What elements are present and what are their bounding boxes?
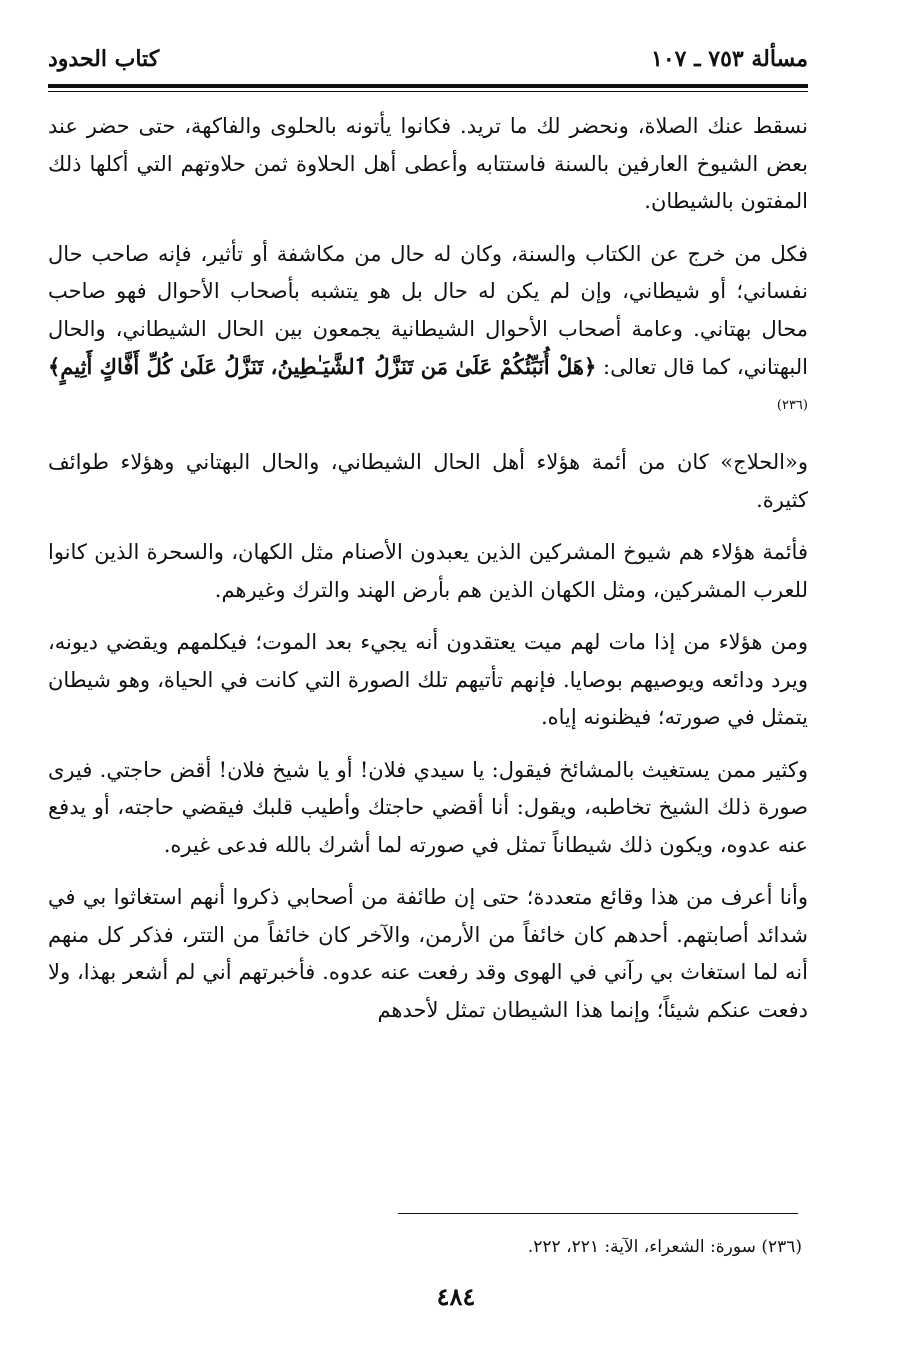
- paragraph-4: فأئمة هؤلاء هم شيوخ المشركين الذين يعبدون الأصنام مثل الكهان، والسحرة الذين كانوا للعرب المشركين، ومثل الكهان الذين هم بأرض الهند والترك وغيرهم.: [48, 540, 808, 602]
- paragraph-1: نسقط عنك الصلاة، ونحضر لك ما تريد. فكانوا يأتونه بالحلوى والفاكهة، حتى حضر عند بعض الشيوخ العارفين بالسنة فاستتابه وأعطى أهل الحلاوة ثمن حلاوتهم التي أكلها ذلك المفتون بالشيطان.: [48, 114, 808, 213]
- footnote-marker: (٢٣٦): [776, 397, 808, 413]
- header-rule-thick: [48, 84, 808, 88]
- paragraph-7: وأنا أعرف من هذا وقائع متعددة؛ حتى إن طائفة من أصحابي ذكروا أنهم استغاثوا بي في شدائد أصابتهم. أحدهم كان خائفاً من الأرمن، والآخر كان خائفاً من التتر، فذكر كل منهم أنه لما استغاث بي رآني في الهوى وقد رفعت عنه عدوه. فأخبرتهم أني لم أشعر بهذا، ولا دفعت عنكم شيئاً؛ وإنما هذا الشيطان تمثل لأحدهم: [48, 885, 808, 1022]
- book-title-heading: كتاب الحدود: [48, 46, 160, 72]
- footnote: (٢٣٦) سورة: الشعراء، الآية: ٢٢١، ٢٢٢.: [527, 1237, 802, 1257]
- page-number: ٤٨٤: [436, 1282, 476, 1311]
- header-rule-thin: [48, 91, 808, 92]
- paragraph-6: وكثير ممن يستغيث بالمشائخ فيقول: يا سيدي فلان! أو يا شيخ فلان! أقض حاجتي. فيرى صورة ذلك الشيخ تخاطبه، ويقول: أنا أقضي حاجتك وأطيب قلبك فيقضي حاجته، أو يدفع عنه عدوه، ويكون ذلك شيطاناً تمثل في صورته لما أشرك بالله فدعى غيره.: [48, 757, 808, 857]
- running-header: [48, 46, 808, 82]
- paragraph-5: ومن هؤلاء من إذا مات لهم ميت يعتقدون أنه يجيء بعد الموت؛ فيكلمهم ويقضي ديونه، ويرد ودائعه ويوصيهم بوصايا. فإنهم تأتيهم تلك الصورة التي كانت في الحياة، وهو شيطان يتمثل في صورته؛ فيظنونه إياه.: [48, 630, 808, 729]
- paragraph-2-text: فكل من خرج عن الكتاب والسنة، وكان له حال من مكاشفة أو تأثير، فإنه صاحب حال نفساني؛ أو شيطاني، وإن لم يكن له حال بل هو يتشبه بأصحاب الأحوال فهو صاحب محال بهتاني. وعامة أصحاب الأحوال الشيطانية يجمعون بين الحال الشيطاني، والحال البهتاني، كما قال تعالى:: [48, 241, 808, 379]
- issue-number-heading: مسألة ٧٥٣ ـ ١٠٧: [651, 46, 808, 72]
- paragraph-3: و«الحلاج» كان من أئمة هؤلاء أهل الحال الشيطاني، والحال البهتاني وهؤلاء طوائف كثيرة.: [48, 450, 808, 512]
- paragraph-2: [48, 236, 808, 430]
- quran-verse: ﴿هَلْ أُنَبِّئُكُمْ عَلَىٰ مَن تَنَزَّلُ ٱلشَّيَـٰطِينُ، تَنَزَّلُ عَلَىٰ كُلِّ أَفَّاكٍ أَثِيمٍ﴾: [48, 354, 597, 379]
- main-text: [48, 108, 808, 1044]
- footnote-separator: [398, 1213, 798, 1214]
